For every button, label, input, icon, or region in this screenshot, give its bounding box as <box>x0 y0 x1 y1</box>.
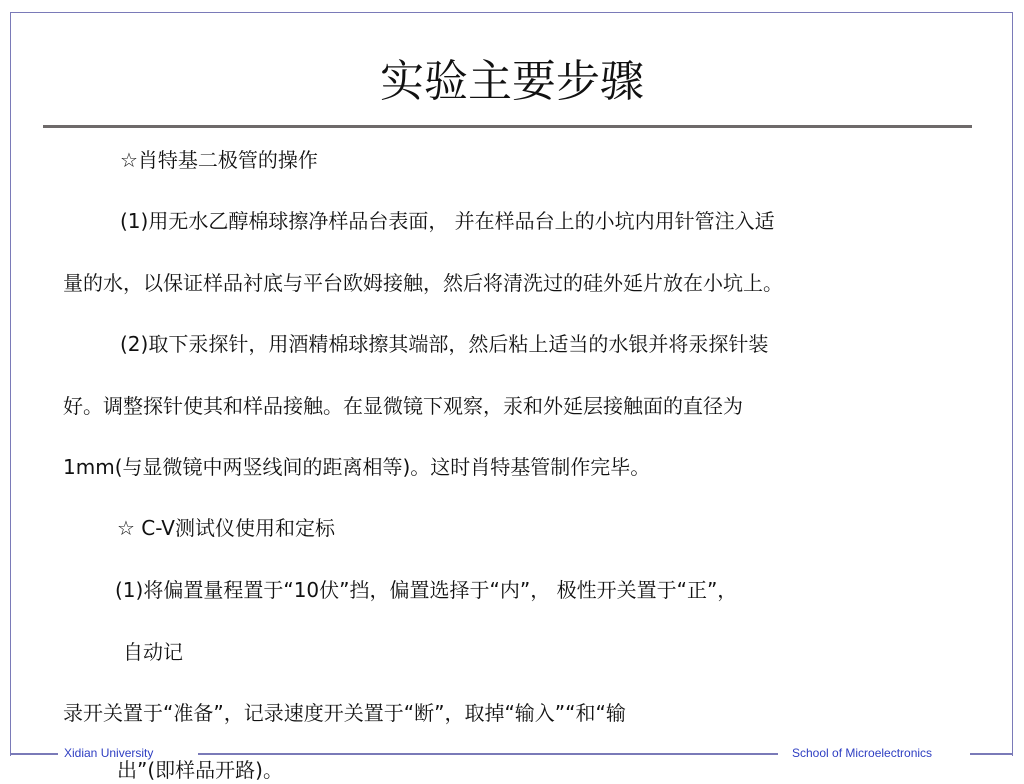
body-line: 录开关置于“准备”，记录速度开关置于“断”，取掉“输入”“和“输 <box>63 701 626 725</box>
section-heading-schottky: ☆肖特基二极管的操作 <box>120 148 318 172</box>
slide-frame-top <box>10 12 1012 13</box>
body-line: 量的水，以保证样品衬底与平台欧姆接触，然后将清洗过的硅外延片放在小坑上。 <box>63 271 783 295</box>
slide-frame-right <box>1012 12 1013 756</box>
slide-frame-left <box>10 12 11 756</box>
slide-title: 实验主要步骤 <box>380 56 644 107</box>
section-heading-cv: ☆ C-V测试仪使用和定标 <box>117 516 335 540</box>
body-line: 1mm(与显微镜中两竖线间的距离相等)。这时肖特基管制作完毕。 <box>63 455 651 479</box>
body-line: (1)将偏置量程置于“10伏”挡，偏置选择于“内”， 极性开关置于“正”， <box>115 578 738 602</box>
body-line: 好。调整探针使其和样品接触。在显微镜下观察，汞和外延层接触面的直径为 <box>63 394 743 418</box>
body-line: (1)用无水乙醇棉球擦净样品台表面， 并在样品台上的小坑内用针管注入适 <box>120 209 775 233</box>
footer-rule-right <box>970 753 1012 755</box>
title-divider <box>43 125 972 128</box>
body-line: 出”(即样品开路)。 <box>117 758 283 782</box>
body-line: 自动记 <box>123 640 183 664</box>
footer-university: Xidian University <box>64 746 154 760</box>
footer-rule-middle <box>198 753 778 755</box>
body-line: (2)取下汞探针，用酒精棉球擦其端部，然后粘上适当的水银并将汞探针装 <box>120 332 769 356</box>
footer-rule-left <box>10 753 58 755</box>
footer-school: School of Microelectronics <box>792 746 933 760</box>
